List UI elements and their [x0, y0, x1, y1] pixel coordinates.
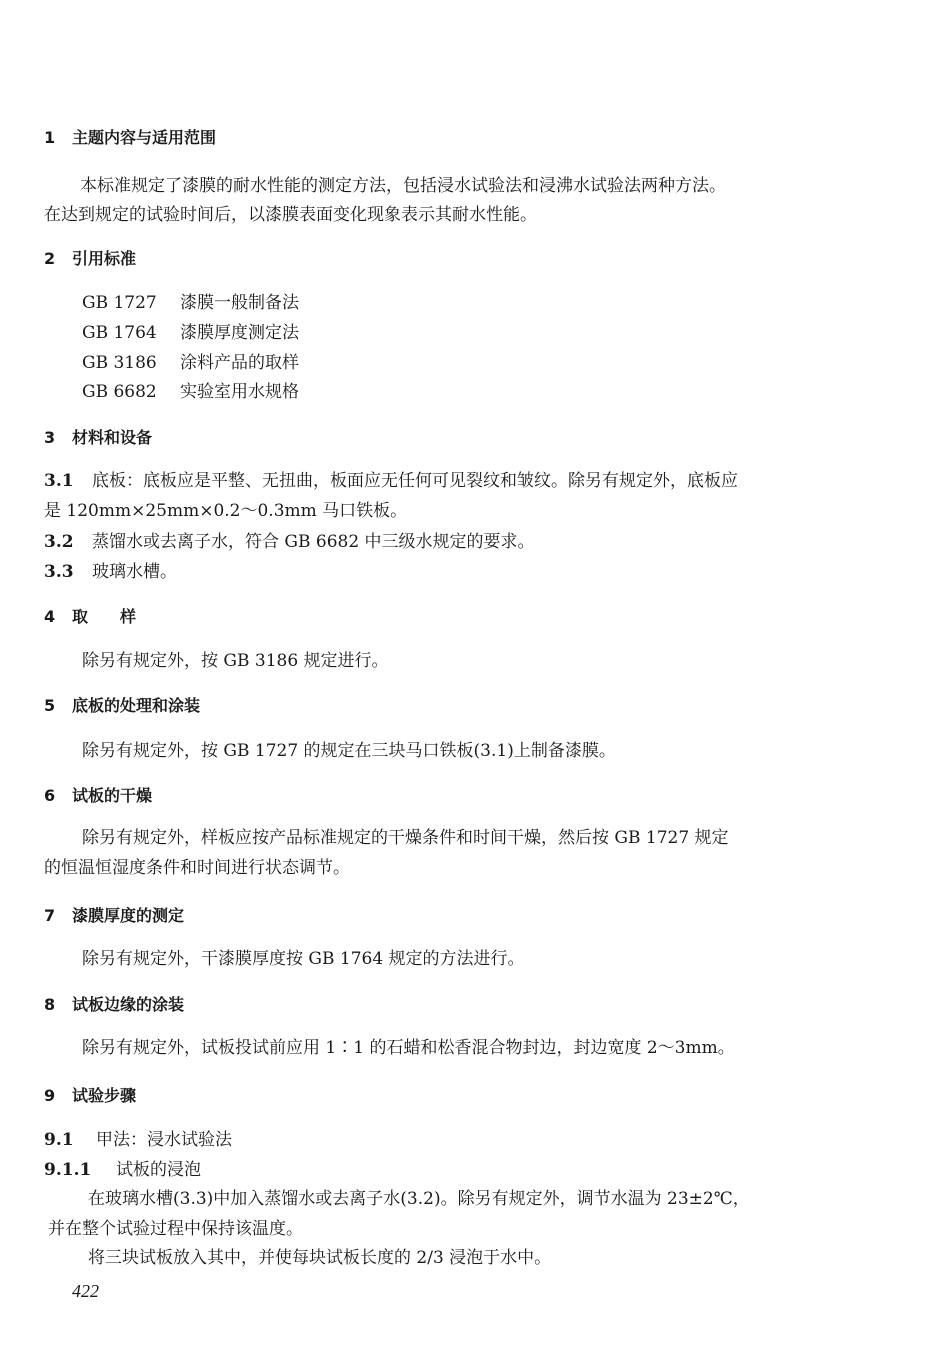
- reference-item: GB 3186 涂料产品的取样: [82, 353, 299, 373]
- section-4-heading: 4 取 样: [44, 607, 137, 626]
- section-6-paragraph-line-1: 除另有规定外，样板应按产品标准规定的干燥条件和时间干燥，然后按 GB 1727 规定: [82, 828, 729, 848]
- section-5-paragraph: 除另有规定外，按 GB 1727 的规定在三块马口铁板(3.1)上制备漆膜。: [82, 741, 616, 761]
- section-8-paragraph: 除另有规定外，试板投试前应用 1∶1 的石蜡和松香混合物封边，封边宽度 2～3mm。: [82, 1038, 735, 1058]
- clause-3-1-line-2: 是 120mm×25mm×0.2～0.3mm 马口铁板。: [44, 501, 408, 521]
- clause-3-3: 3.3 玻璃水槽。: [44, 562, 177, 582]
- clause-9-1-1: 9.1.1 试板的浸泡: [44, 1160, 201, 1180]
- section-3-heading: 3 材料和设备: [44, 428, 153, 447]
- clause-9-1-1-paragraph-line-3: 将三块试板放入其中，并使每块试板长度的 2/3 浸泡于水中。: [88, 1248, 552, 1268]
- clause-3-2: 3.2 蒸馏水或去离子水，符合 GB 6682 中三级水规定的要求。: [44, 532, 535, 552]
- section-7-paragraph: 除另有规定外，干漆膜厚度按 GB 1764 规定的方法进行。: [82, 949, 525, 969]
- section-4-paragraph: 除另有规定外，按 GB 3186 规定进行。: [82, 651, 389, 671]
- reference-item: GB 1764 漆膜厚度测定法: [82, 323, 299, 343]
- section-7-heading: 7 漆膜厚度的测定: [44, 906, 185, 925]
- section-9-heading: 9 试验步骤: [44, 1086, 137, 1105]
- section-1-paragraph-line-1: 本标准规定了漆膜的耐水性能的测定方法，包括浸水试验法和浸沸水试验法两种方法。: [80, 176, 726, 196]
- reference-item: GB 1727 漆膜一般制备法: [82, 293, 299, 313]
- section-6-heading: 6 试板的干燥: [44, 786, 153, 805]
- section-5-heading: 5 底板的处理和涂装: [44, 696, 201, 715]
- clause-9-1: 9.1 甲法：浸水试验法: [44, 1130, 232, 1150]
- section-8-heading: 8 试板边缘的涂装: [44, 995, 185, 1014]
- page-number: 422: [72, 1281, 99, 1301]
- clause-9-1-1-paragraph-line-2: 并在整个试验过程中保持该温度。: [48, 1219, 303, 1239]
- section-1-heading: 1 主题内容与适用范围: [44, 128, 217, 147]
- clause-9-1-1-paragraph-line-1: 在玻璃水槽(3.3)中加入蒸馏水或去离子水(3.2)。除另有规定外，调节水温为 23±2℃，: [88, 1189, 750, 1209]
- section-1-paragraph-line-2: 在达到规定的试验时间后，以漆膜表面变化现象表示其耐水性能。: [44, 205, 537, 225]
- section-6-paragraph-line-2: 的恒温恒湿度条件和时间进行状态调节。: [44, 858, 350, 878]
- clause-3-1-line-1: 3.1 底板：底板应是平整、无扭曲，板面应无任何可见裂纹和皱纹。除另有规定外，底板应: [44, 471, 738, 491]
- reference-item: GB 6682 实验室用水规格: [82, 382, 299, 402]
- section-2-heading: 2 引用标准: [44, 249, 137, 268]
